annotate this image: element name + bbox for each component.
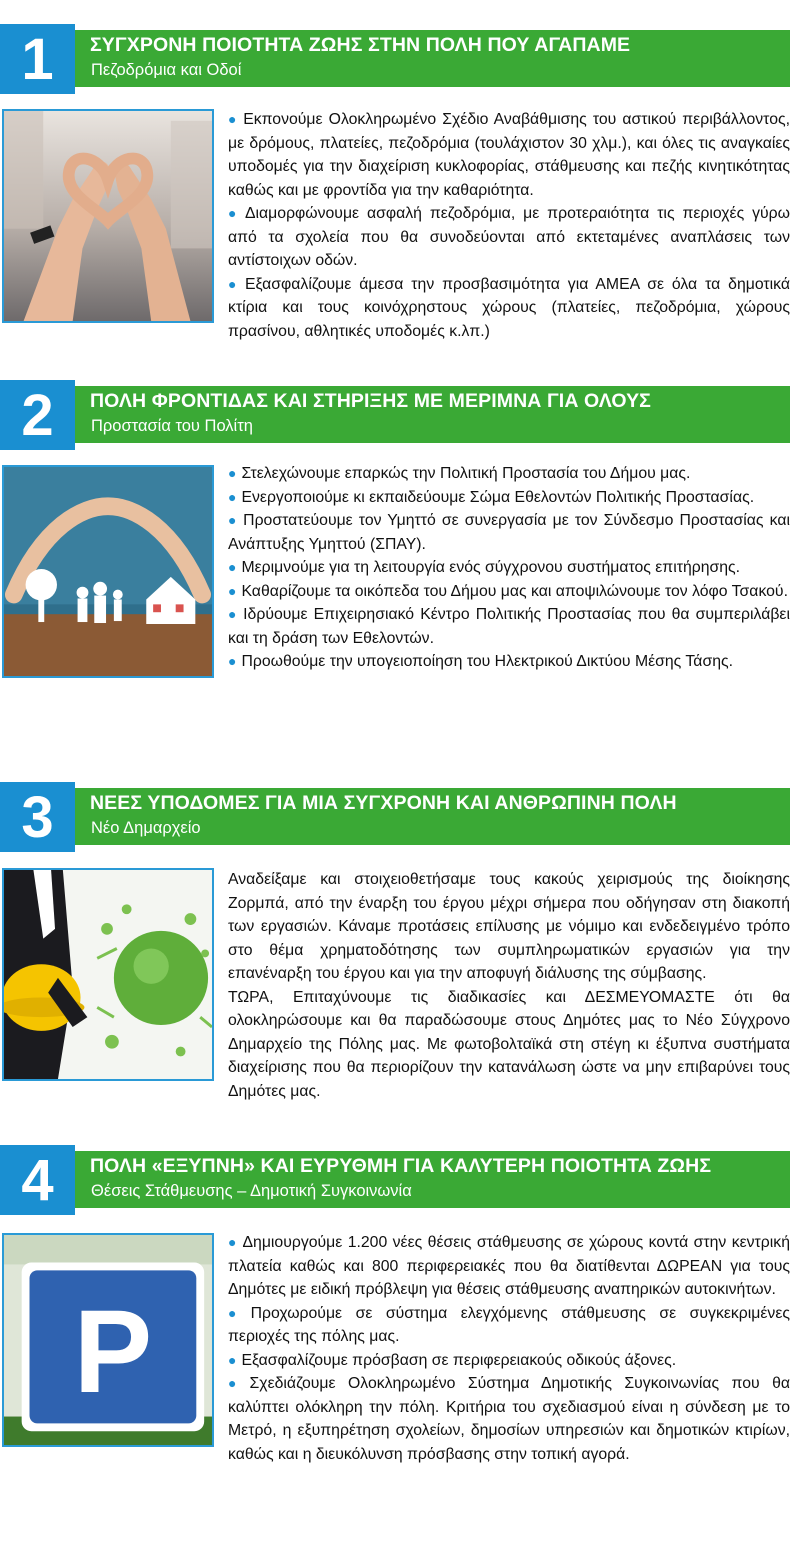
section-header-band xyxy=(75,386,790,443)
list-item: ● Ενεργοποιούμε κι εκπαιδεύουμε Σώμα Εθελοντών Πολιτικής Προστασίας. xyxy=(228,488,755,506)
section-text xyxy=(228,462,790,674)
section-text xyxy=(228,1231,790,1466)
list-item: ● Προωθούμε την υπογειοποίηση του Ηλεκτρικού Δικτύου Μέσης Τάσης. xyxy=(228,653,733,670)
section-4 xyxy=(0,1145,800,1525)
bullet-icon: ● xyxy=(228,488,237,505)
list-item: ● Προστατεύουμε τον Υμηττό σε συνεργασία με τον Σύνδεσμο Προστασίας και Ανάπτυξης Υμηττού (ΣΠΑΥ). xyxy=(228,512,790,553)
section-title: ΝΕΕΣ ΥΠΟΔΟΜΕΣ ΓΙΑ ΜΙΑ ΣΥΓΧΡΟΝΗ ΚΑΙ ΑΝΘΡΩΠΙΝΗ ΠΟΛΗ xyxy=(90,792,677,814)
list-item: ● Εκπονούμε Ολοκληρωμένο Σχέδιο Αναβάθμισης του αστικού περιβάλλοντος, με δρόμους, πλατείες, πεζοδρόμια (τουλάχιστον 30 χλμ.), και όλες τις αναγκαίες υποδομές για την διαχείριση κυκλοφορίας, στάθμευσης και πεζής κινητικότητας καθώς και με φροντίδα για την καθαριότητα. xyxy=(228,111,790,199)
bullet-icon: ● xyxy=(228,653,237,669)
bullet-icon: ● xyxy=(228,465,237,481)
parking-sign-photo xyxy=(2,1233,214,1447)
bullet-icon: ● xyxy=(228,1234,238,1250)
bullet-icon: ● xyxy=(228,1351,237,1368)
bullet-icon: ● xyxy=(228,1304,246,1321)
section-header-band xyxy=(75,30,790,87)
section-title: ΣΥΓΧΡΟΝΗ ΠΟΙΟΤΗΤΑ ΖΩΗΣ ΣΤΗΝ ΠΟΛΗ ΠΟΥ ΑΓΑΠΑΜΕ xyxy=(90,34,631,56)
bullet-icon: ● xyxy=(228,1375,245,1391)
list-item: ● Ιδρύουμε Επιχειρησιακό Κέντρο Πολιτικής Προστασίας που θα συμπεριλάβει και τη δράση των Εθελοντών. xyxy=(228,606,790,647)
bullet-icon: ● xyxy=(228,111,239,127)
paragraph: Αναδείξαμε και στοιχειοθετήσαμε τους κακούς χειρισμούς της διοίκησης Ζορμπά, από την έναρξη του έργου μέχρι σήμερα που οδήγησαν στη διακοπή των εργασιών. Κάναμε προτάσεις επίλυσης με νόμιμο και ενδεδειγμένο τρόπο στο θέμα χρηματοδότησης των συμπληρωματικών εργασιών για την επανέναρξη του έργου και για την αποφυγή διάλυσης της σύμβασης. xyxy=(228,871,790,982)
section-title: ΠΟΛΗ «ΕΞΥΠΝΗ» ΚΑΙ ΕΥΡΥΘΜΗ ΓΙΑ ΚΑΛΥΤΕΡΗ ΠΟΙΟΤΗΤΑ ΖΩΗΣ xyxy=(90,1155,712,1177)
section-header-band xyxy=(75,788,790,845)
section-title: ΠΟΛΗ ΦΡΟΝΤΙΔΑΣ ΚΑΙ ΣΤΗΡΙΞΗΣ ΜΕ ΜΕΡΙΜΝΑ ΓΙΑ ΟΛΟΥΣ xyxy=(90,390,651,412)
list-item: ● Σχεδιάζουμε Ολοκληρωμένο Σύστημα Δημοτικής Συγκοινωνίας που θα καλύπτει ολόκληρη την πόλη. Κριτήρια του σχεδιασμού είναι η σύνδεση με το Μετρό, η εξυπηρέτηση σχολείων, δημοσίων υπηρεσιών και δημοτικών κτιρίων, καθώς και η διευκόλυνση πρόσβασης στην τοπική αγορά. xyxy=(228,1375,790,1463)
section-number: 2 xyxy=(0,380,75,450)
section-3 xyxy=(0,782,800,1132)
list-item: ● Διαμορφώνουμε ασφαλή πεζοδρόμια, με προτεραιότητα τις περιοχές γύρω από τα σχολεία που θα συνοδεύονται από εκτεταμένες αναπλάσεις των αντίστοιχων οδών. xyxy=(228,205,790,269)
list-item: ● Καθαρίζουμε τα οικόπεδα του Δήμου μας και αποψιλώνουμε τον λόφο Τσακού. xyxy=(228,582,788,600)
list-item: ● Στελεχώνουμε επαρκώς την Πολιτική Προστασία του Δήμου μας. xyxy=(228,465,691,482)
parking-letter: P xyxy=(73,1284,153,1418)
section-subtitle: Θέσεις Στάθμευσης – Δημοτική Συγκοινωνία xyxy=(91,1182,412,1200)
list-item: ● Προχωρούμε σε σύστημα ελεγχόμενης στάθμευσης σε συγκεκριμένες περιοχές της πόλης μας. xyxy=(228,1304,790,1345)
bullet-icon: ● xyxy=(228,606,239,622)
section-2 xyxy=(0,380,800,770)
bullet-icon: ● xyxy=(228,582,237,599)
section-subtitle: Νέο Δημαρχείο xyxy=(91,819,201,837)
section-header-band xyxy=(75,1151,790,1208)
bullet-icon: ● xyxy=(228,559,237,575)
bullet-icon: ● xyxy=(228,205,240,221)
section-subtitle: Πεζοδρόμια και Οδοί xyxy=(91,61,242,79)
engineer-green-globe-photo xyxy=(2,868,214,1081)
section-subtitle: Προστασία του Πολίτη xyxy=(91,417,253,435)
bullet-icon: ● xyxy=(228,275,240,292)
list-item: ● Μεριμνούμε για τη λειτουργία ενός σύγχρονου συστήματος επιτήρησης. xyxy=(228,559,741,576)
section-text xyxy=(228,868,790,1103)
section-number: 1 xyxy=(0,24,75,94)
list-item: ● Δημιουργούμε 1.200 νέες θέσεις στάθμευσης σε χώρους κοντά στην κεντρική πλατεία καθώς και 800 περιφερειακές που θα διατίθενται ΔΩΡΕΑΝ για τους Δημότες με ειδική πρόβλεψη για θέσεις στάθμευσης αναπηρικών αυτοκινήτων. xyxy=(228,1234,790,1298)
section-text xyxy=(228,108,790,343)
list-item: ● Εξασφαλίζουμε άμεσα την προσβασιμότητα για ΑΜΕΑ σε όλα τα δημοτικά κτίρια και τους κοινόχρηστους χώρους (πλατείες, πεζοδρόμια, χώρους πρασίνου, αθλητικές υποδομές κ.λπ.) xyxy=(228,275,790,340)
heart-hands-photo xyxy=(2,109,214,323)
list-item: ● Εξασφαλίζουμε πρόσβαση σε περιφερειακούς οδικούς άξονες. xyxy=(228,1351,677,1369)
section-number: 4 xyxy=(0,1145,75,1215)
section-1 xyxy=(0,24,800,369)
paragraph: ΤΩΡΑ, Επιταχύνουμε τις διαδικασίες και ΔΕΣΜΕΥΟΜΑΣΤΕ ότι θα ολοκληρώσουμε και θα παραδώσουμε στους Δημότες μας το Νέο Σύγχρονο Δημαρχείο της Πόλης μας. Με φωτοβολταϊκά στη στέγη κι έξυπνα συστήματα διαχείρισης που θα περιορίζουν την κατανάλωση ώστε να μην επιβαρύνει τους Δημότες μας. xyxy=(228,988,790,1100)
protecting-hands-family-photo xyxy=(2,465,214,678)
bullet-icon: ● xyxy=(228,512,239,528)
section-number: 3 xyxy=(0,782,75,852)
